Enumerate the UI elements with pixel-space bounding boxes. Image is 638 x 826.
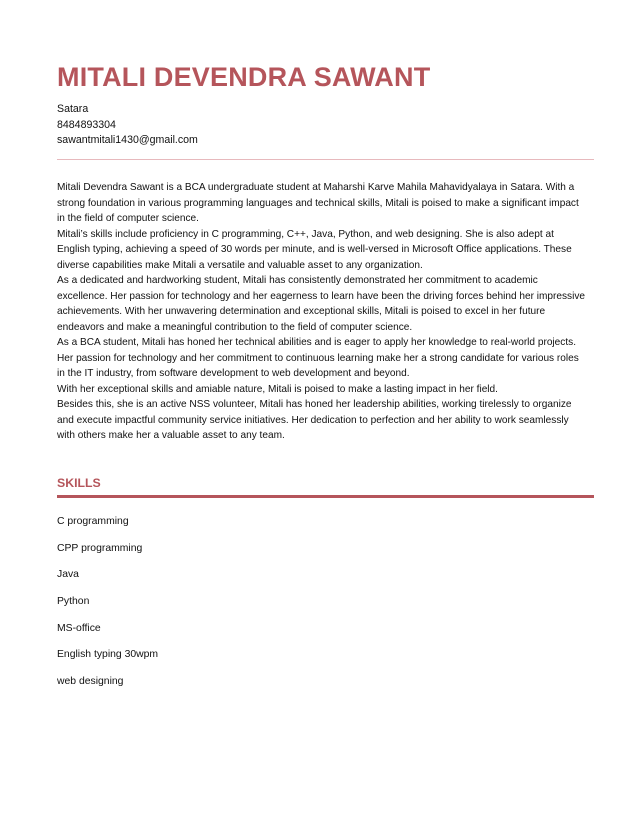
summary-paragraph: Mitali’s skills include proficiency in C programming, C++, Java, Python, and web designing. She is also adept at English typing, achieving a speed of 30 words per minute, and is well-versed in Microsoft Office applications. These diverse capabilities make Mitali a versatile and valuable asset to any organization. <box>57 228 572 271</box>
skill-item: Python <box>57 596 90 608</box>
skill-item: web designing <box>57 676 124 688</box>
skills-divider <box>57 495 594 498</box>
skill-item: English typing 30wpm <box>57 649 159 661</box>
summary-paragraph: With her exceptional skills and amiable nature, Mitali is poised to make a lasting impact in her field. <box>57 383 498 395</box>
summary-paragraph: Besides this, she is an active NSS volunteer, Mitali has honed her leadership abilities, working tirelessly to organize and execute impactful community service initiatives. Her dedication to perfection and her ability to work seamlessly with others make her a valuable asset to any team. <box>57 399 572 441</box>
skills-heading: SKILLS <box>57 476 101 490</box>
skill-item: MS-office <box>57 622 101 634</box>
skill-item: CPP programming <box>57 542 143 554</box>
contact-city: Satara <box>57 103 89 115</box>
summary-paragraph: As a dedicated and hardworking student, Mitali has consistently demonstrated her commitment to academic excellence. Her passion for technology and her eagerness to learn have been the driving forces behind her impressive achievements. With her unwavering determination and exceptional skills, Mitali is poised to excel in her future endeavors and make a meaningful contribution to the field of computer science. <box>57 275 585 333</box>
candidate-name: MITALI DEVENDRA SAWANT <box>57 62 431 92</box>
header-divider <box>57 159 594 160</box>
profile-summary <box>57 180 587 444</box>
contact-block <box>57 102 198 149</box>
skill-item: C programming <box>57 516 129 527</box>
summary-paragraph: Mitali Devendra Sawant is a BCA undergraduate student at Maharshi Karve Mahila Mahavidyalaya in Satara. With a strong foundation in various programming languages and technical skills, Mitali is poised to make a significant impact in the field of computer science. <box>57 182 579 224</box>
skill-item: Java <box>57 569 79 581</box>
summary-paragraph: As a BCA student, Mitali has honed her technical abilities and is eager to apply her knowledge to real-world projects. Her passion for technology and her commitment to continuous learning make her a strong candidate for various roles in the IT industry, from software development to web development and beyond. <box>57 337 579 379</box>
contact-phone: 8484893304 <box>57 118 116 131</box>
skills-list <box>57 514 158 701</box>
contact-email: sawantmitali1430@gmail.com <box>57 134 198 146</box>
